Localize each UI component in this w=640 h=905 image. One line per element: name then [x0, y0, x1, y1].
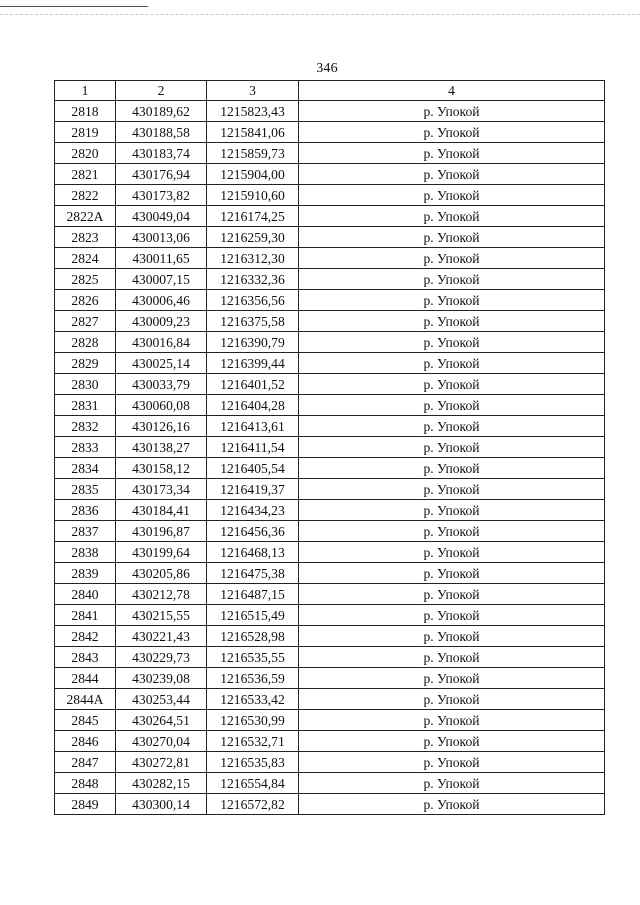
cell-description: р. Упокой — [299, 542, 605, 563]
cell-y-coordinate: 1216536,59 — [207, 668, 299, 689]
cell-point-number: 2839 — [55, 563, 116, 584]
scan-edge-line — [0, 6, 148, 7]
cell-description: р. Упокой — [299, 185, 605, 206]
cell-y-coordinate: 1216399,44 — [207, 353, 299, 374]
cell-point-number: 2840 — [55, 584, 116, 605]
table-header-row — [55, 81, 605, 101]
scan-noise-line — [0, 14, 640, 15]
cell-point-number: 2844 — [55, 668, 116, 689]
cell-description: р. Упокой — [299, 773, 605, 794]
cell-x-coordinate: 430016,84 — [116, 332, 207, 353]
cell-x-coordinate: 430215,55 — [116, 605, 207, 626]
cell-x-coordinate: 430229,73 — [116, 647, 207, 668]
cell-x-coordinate: 430188,58 — [116, 122, 207, 143]
cell-description: р. Упокой — [299, 668, 605, 689]
cell-description: р. Упокой — [299, 143, 605, 164]
column-header-point: 1 — [55, 81, 116, 101]
table-row — [55, 605, 605, 626]
cell-description: р. Упокой — [299, 752, 605, 773]
cell-x-coordinate: 430013,06 — [116, 227, 207, 248]
cell-y-coordinate: 1216312,30 — [207, 248, 299, 269]
cell-point-number: 2821 — [55, 164, 116, 185]
cell-x-coordinate: 430006,46 — [116, 290, 207, 311]
cell-y-coordinate: 1216434,23 — [207, 500, 299, 521]
table-row — [55, 584, 605, 605]
table-row — [55, 752, 605, 773]
cell-y-coordinate: 1216356,56 — [207, 290, 299, 311]
table-row — [55, 353, 605, 374]
cell-y-coordinate: 1215904,00 — [207, 164, 299, 185]
cell-description: р. Упокой — [299, 395, 605, 416]
cell-x-coordinate: 430196,87 — [116, 521, 207, 542]
cell-point-number: 2833 — [55, 437, 116, 458]
cell-x-coordinate: 430184,41 — [116, 500, 207, 521]
table-row — [55, 668, 605, 689]
cell-point-number: 2832 — [55, 416, 116, 437]
cell-y-coordinate: 1216468,13 — [207, 542, 299, 563]
table-body — [55, 101, 605, 815]
cell-x-coordinate: 430009,23 — [116, 311, 207, 332]
cell-description: р. Упокой — [299, 416, 605, 437]
cell-x-coordinate: 430138,27 — [116, 437, 207, 458]
cell-y-coordinate: 1216475,38 — [207, 563, 299, 584]
cell-x-coordinate: 430199,64 — [116, 542, 207, 563]
cell-description: р. Упокой — [299, 437, 605, 458]
cell-point-number: 2846 — [55, 731, 116, 752]
cell-y-coordinate: 1216174,25 — [207, 206, 299, 227]
cell-point-number: 2836 — [55, 500, 116, 521]
table-row — [55, 416, 605, 437]
cell-point-number: 2822А — [55, 206, 116, 227]
cell-x-coordinate: 430126,16 — [116, 416, 207, 437]
cell-x-coordinate: 430282,15 — [116, 773, 207, 794]
cell-point-number: 2831 — [55, 395, 116, 416]
cell-point-number: 2834 — [55, 458, 116, 479]
table-row — [55, 794, 605, 815]
cell-x-coordinate: 430264,51 — [116, 710, 207, 731]
cell-y-coordinate: 1216572,82 — [207, 794, 299, 815]
table-row — [55, 248, 605, 269]
cell-y-coordinate: 1216528,98 — [207, 626, 299, 647]
cell-point-number: 2820 — [55, 143, 116, 164]
cell-point-number: 2847 — [55, 752, 116, 773]
cell-point-number: 2822 — [55, 185, 116, 206]
cell-x-coordinate: 430173,34 — [116, 479, 207, 500]
cell-point-number: 2823 — [55, 227, 116, 248]
cell-x-coordinate: 430007,15 — [116, 269, 207, 290]
cell-x-coordinate: 430221,43 — [116, 626, 207, 647]
column-header-description: 4 — [299, 81, 605, 101]
cell-description: р. Упокой — [299, 311, 605, 332]
cell-point-number: 2826 — [55, 290, 116, 311]
cell-point-number: 2825 — [55, 269, 116, 290]
cell-point-number: 2843 — [55, 647, 116, 668]
cell-description: р. Упокой — [299, 521, 605, 542]
cell-description: р. Упокой — [299, 647, 605, 668]
table-row — [55, 185, 605, 206]
cell-point-number: 2837 — [55, 521, 116, 542]
cell-description: р. Упокой — [299, 374, 605, 395]
cell-x-coordinate: 430205,86 — [116, 563, 207, 584]
cell-description: р. Упокой — [299, 584, 605, 605]
cell-point-number: 2835 — [55, 479, 116, 500]
column-header-x: 2 — [116, 81, 207, 101]
cell-y-coordinate: 1216259,30 — [207, 227, 299, 248]
table-row — [55, 395, 605, 416]
cell-description: р. Упокой — [299, 206, 605, 227]
table-row — [55, 143, 605, 164]
table-row — [55, 458, 605, 479]
cell-x-coordinate: 430158,12 — [116, 458, 207, 479]
cell-x-coordinate: 430253,44 — [116, 689, 207, 710]
cell-y-coordinate: 1215859,73 — [207, 143, 299, 164]
coordinates-table — [54, 80, 605, 815]
cell-description: р. Упокой — [299, 290, 605, 311]
cell-description: р. Упокой — [299, 626, 605, 647]
cell-point-number: 2824 — [55, 248, 116, 269]
cell-point-number: 2830 — [55, 374, 116, 395]
table-row — [55, 332, 605, 353]
cell-y-coordinate: 1216375,58 — [207, 311, 299, 332]
cell-x-coordinate: 430176,94 — [116, 164, 207, 185]
cell-x-coordinate: 430212,78 — [116, 584, 207, 605]
cell-description: р. Упокой — [299, 227, 605, 248]
cell-y-coordinate: 1216411,54 — [207, 437, 299, 458]
table-row — [55, 374, 605, 395]
cell-point-number: 2848 — [55, 773, 116, 794]
cell-point-number: 2844А — [55, 689, 116, 710]
cell-description: р. Упокой — [299, 248, 605, 269]
cell-description: р. Упокой — [299, 332, 605, 353]
cell-description: р. Упокой — [299, 500, 605, 521]
cell-y-coordinate: 1216554,84 — [207, 773, 299, 794]
column-header-y: 3 — [207, 81, 299, 101]
table-row — [55, 500, 605, 521]
cell-y-coordinate: 1216456,36 — [207, 521, 299, 542]
cell-y-coordinate: 1216332,36 — [207, 269, 299, 290]
cell-y-coordinate: 1216530,99 — [207, 710, 299, 731]
cell-point-number: 2838 — [55, 542, 116, 563]
cell-description: р. Упокой — [299, 731, 605, 752]
cell-y-coordinate: 1216535,55 — [207, 647, 299, 668]
cell-x-coordinate: 430239,08 — [116, 668, 207, 689]
table-row — [55, 563, 605, 584]
cell-x-coordinate: 430270,04 — [116, 731, 207, 752]
cell-description: р. Упокой — [299, 164, 605, 185]
table-row — [55, 773, 605, 794]
cell-description: р. Упокой — [299, 479, 605, 500]
cell-description: р. Упокой — [299, 269, 605, 290]
cell-x-coordinate: 430183,74 — [116, 143, 207, 164]
cell-point-number: 2845 — [55, 710, 116, 731]
cell-y-coordinate: 1216535,83 — [207, 752, 299, 773]
cell-y-coordinate: 1215841,06 — [207, 122, 299, 143]
cell-description: р. Упокой — [299, 101, 605, 122]
cell-y-coordinate: 1216419,37 — [207, 479, 299, 500]
cell-point-number: 2818 — [55, 101, 116, 122]
cell-y-coordinate: 1216401,52 — [207, 374, 299, 395]
cell-point-number: 2841 — [55, 605, 116, 626]
table-row — [55, 542, 605, 563]
cell-x-coordinate: 430300,14 — [116, 794, 207, 815]
table-row — [55, 101, 605, 122]
cell-y-coordinate: 1216405,54 — [207, 458, 299, 479]
table-row — [55, 689, 605, 710]
table-row — [55, 206, 605, 227]
cell-x-coordinate: 430025,14 — [116, 353, 207, 374]
cell-point-number: 2819 — [55, 122, 116, 143]
table-row — [55, 479, 605, 500]
cell-x-coordinate: 430033,79 — [116, 374, 207, 395]
cell-y-coordinate: 1216413,61 — [207, 416, 299, 437]
table-row — [55, 437, 605, 458]
table-row — [55, 311, 605, 332]
cell-point-number: 2842 — [55, 626, 116, 647]
cell-x-coordinate: 430060,08 — [116, 395, 207, 416]
table-row — [55, 626, 605, 647]
cell-x-coordinate: 430189,62 — [116, 101, 207, 122]
table-row — [55, 227, 605, 248]
cell-point-number: 2828 — [55, 332, 116, 353]
table-row — [55, 290, 605, 311]
cell-y-coordinate: 1216515,49 — [207, 605, 299, 626]
cell-point-number: 2849 — [55, 794, 116, 815]
cell-x-coordinate: 430173,82 — [116, 185, 207, 206]
cell-description: р. Упокой — [299, 794, 605, 815]
cell-description: р. Упокой — [299, 458, 605, 479]
cell-point-number: 2827 — [55, 311, 116, 332]
cell-point-number: 2829 — [55, 353, 116, 374]
cell-y-coordinate: 1216390,79 — [207, 332, 299, 353]
page-number: 346 — [316, 61, 338, 76]
table-row — [55, 647, 605, 668]
cell-y-coordinate: 1216533,42 — [207, 689, 299, 710]
cell-x-coordinate: 430272,81 — [116, 752, 207, 773]
cell-x-coordinate: 430049,04 — [116, 206, 207, 227]
cell-description: р. Упокой — [299, 689, 605, 710]
cell-y-coordinate: 1216404,28 — [207, 395, 299, 416]
cell-description: р. Упокой — [299, 605, 605, 626]
table-row — [55, 521, 605, 542]
table-row — [55, 164, 605, 185]
cell-description: р. Упокой — [299, 353, 605, 374]
cell-description: р. Упокой — [299, 122, 605, 143]
table-row — [55, 269, 605, 290]
table-row — [55, 710, 605, 731]
cell-y-coordinate: 1215823,43 — [207, 101, 299, 122]
table-row — [55, 122, 605, 143]
cell-y-coordinate: 1216532,71 — [207, 731, 299, 752]
cell-description: р. Упокой — [299, 563, 605, 584]
cell-description: р. Упокой — [299, 710, 605, 731]
cell-y-coordinate: 1216487,15 — [207, 584, 299, 605]
cell-y-coordinate: 1215910,60 — [207, 185, 299, 206]
cell-x-coordinate: 430011,65 — [116, 248, 207, 269]
table-row — [55, 731, 605, 752]
